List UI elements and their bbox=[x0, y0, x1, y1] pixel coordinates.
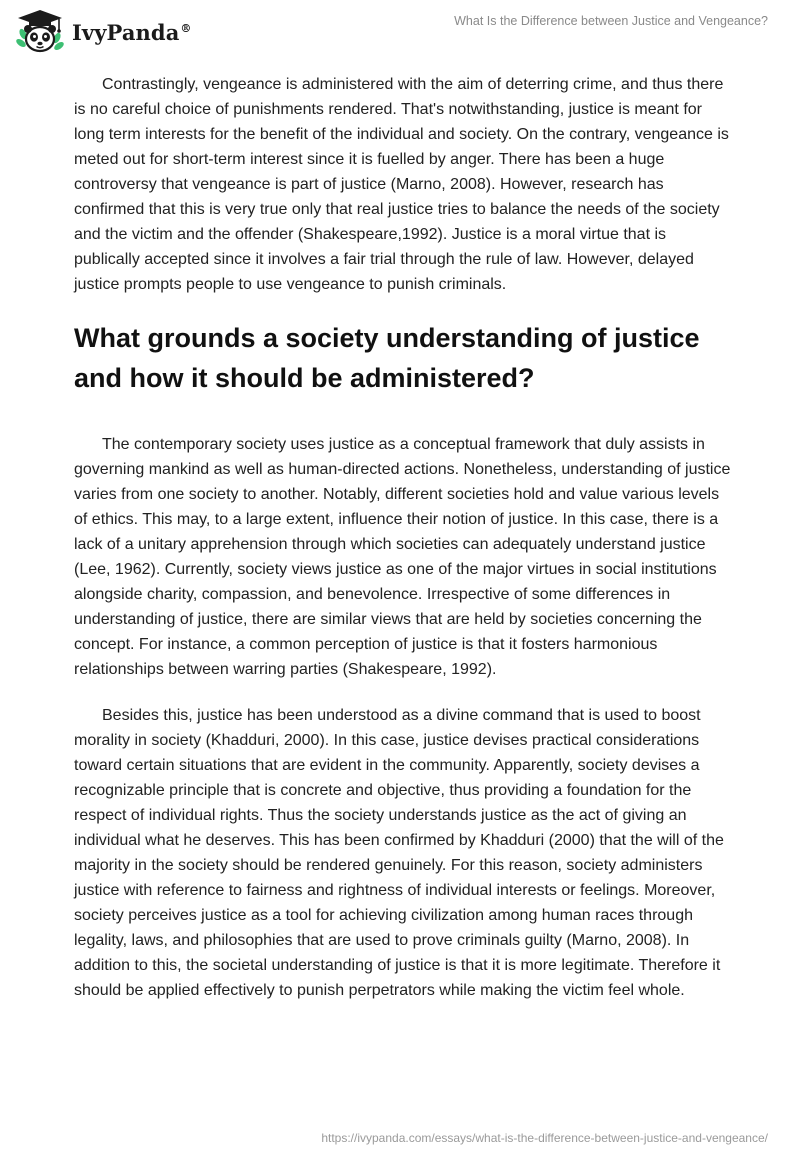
paragraph-3: Besides this, justice has been understood as a divine command that is used to boost morality in society (Khadduri, 2000). In this case, justice devises practical considerations toward certain situations that are evident in the community. Apparently, society devises a recognizable principle that is concrete and objective, thus providing a foundation for the respect of individual rights. Thus the society understands justice as the act of giving an individual what he deserves. This has been confirmed by Khadduri (2000) that the will of the majority in the society should be rendered genuinely. For this reason, society administers justice with reference to fairness and rightness of individual interests or feelings. Moreover, society perceives justice as a tool for achieving civilization among human races through legality, laws, and philosophies that are used to prove criminals guilty (Marno, 2008). In addition to this, the societal understanding of justice is that it is more legitimate. Therefore it should be applied effectively to punish perpetrators while making the victim feel whole. bbox=[74, 707, 724, 999]
source-url[interactable]: https://ivypanda.com/essays/what-is-the-difference-between-justice-and-vengeance/ bbox=[321, 1131, 768, 1145]
essay-content bbox=[74, 72, 734, 1024]
paragraph-2: The contemporary society uses justice as a conceptual framework that duly assists in governing mankind as well as human-directed actions. Nonetheless, understanding of justice varies from one society to another. Notably, different societies hold and value various levels of ethics. This may, to a large extent, influence their notion of justice. In this case, there is a lack of a unitary apprehension through which societies can adequately understand justice (Lee, 1962). Currently, society views justice as one of the major virtues in social institutions alongside charity, compassion, and benevolence. Irrespective of some differences in understanding of justice, there are similar views that are held by societies concerning the concept. For instance, a common perception of justice is that it fosters harmonious relationships between warring parties (Shakespeare, 1992). bbox=[74, 436, 731, 678]
page-header bbox=[0, 0, 800, 60]
ivypanda-logo[interactable] bbox=[14, 8, 192, 54]
logo-wordmark: IvyPanda® bbox=[72, 19, 192, 45]
panda-graduate-icon bbox=[14, 8, 66, 54]
paragraph-1: Contrastingly, vengeance is administered with the aim of deterring crime, and thus there is no careful choice of punishments rendered. That's notwithstanding, justice is meant for long term interests for the benefit of the individual and society. On the contrary, vengeance is meted out for short-term interest since it is fuelled by anger. There has been a huge controversy that vengeance is part of justice (Marno, 2008). However, research has confirmed that this is very true only that real justice tries to balance the needs of the society and the victim and the offender (Shakespeare,1992). Justice is a moral virtue that is publically accepted since it involves a fair trial through the rule of law. However, delayed justice prompts people to use vengeance to punish criminals. bbox=[74, 76, 729, 293]
section-heading: What grounds a society understanding of justice and how it should be administered? bbox=[74, 323, 700, 393]
document-title: What Is the Difference between Justice and Vengeance? bbox=[454, 14, 768, 28]
